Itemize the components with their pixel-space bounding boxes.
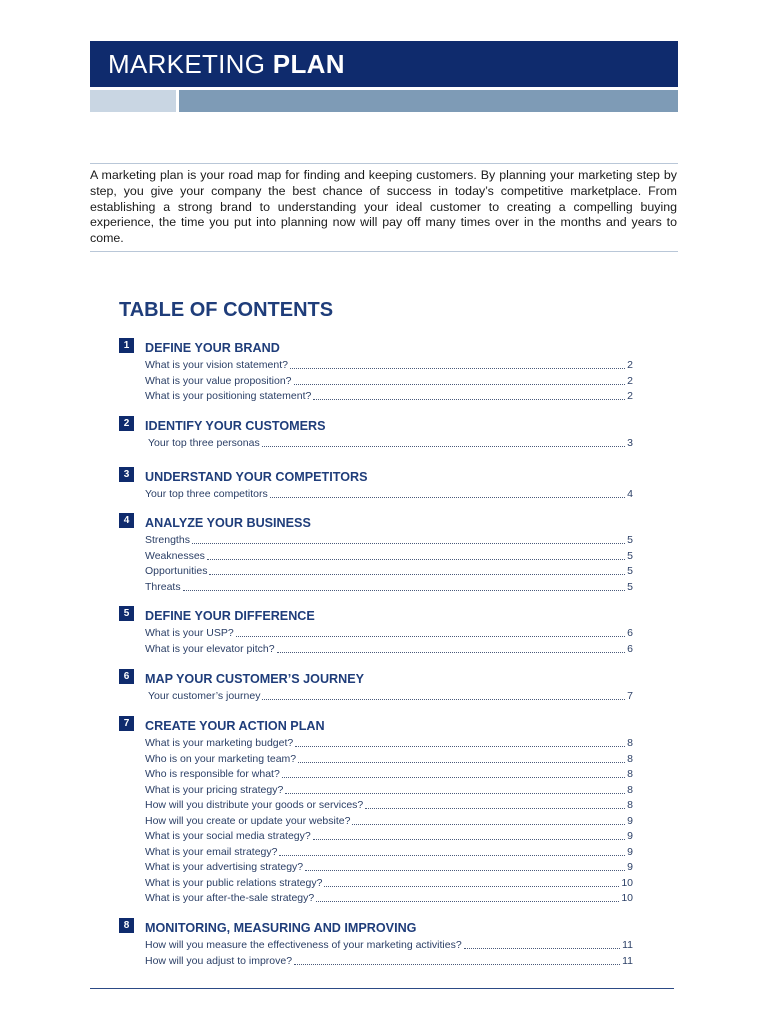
section-entries [145, 689, 633, 705]
dot-leader [262, 436, 625, 447]
toc-entry-page-number: 5 [627, 580, 633, 593]
toc-entry[interactable] [145, 860, 633, 876]
dot-leader [209, 564, 625, 575]
toc-entry-page-number: 8 [627, 799, 633, 811]
toc-entry[interactable] [145, 642, 633, 658]
dot-leader [290, 358, 625, 369]
toc-entry-page-number: 11 [622, 939, 633, 951]
toc-entry-page-number: 2 [627, 359, 633, 371]
toc-entry-page-number: 6 [627, 627, 633, 639]
toc-entry-label: How will you distribute your goods or services? [145, 799, 364, 811]
toc-entry-label: What is your advertising strategy? [145, 861, 304, 873]
toc-entry-label: What is your marketing budget? [145, 737, 294, 749]
dot-leader [313, 829, 625, 840]
toc-entry-page-number: 9 [627, 861, 633, 873]
section-entries [145, 626, 633, 657]
section-number-badge: 1 [119, 338, 134, 353]
section-entries [145, 938, 633, 969]
toc-entry-label: What is your after-the-sale strategy? [145, 892, 315, 904]
toc-entry-page-number: 5 [627, 549, 633, 562]
toc-entry-page-number: 5 [627, 534, 633, 546]
toc-entry-page-number: 9 [627, 830, 633, 842]
toc-entry-label: What is your email strategy? [145, 845, 278, 858]
toc-entry-label: What is your USP? [145, 627, 234, 639]
toc-entry[interactable] [145, 954, 633, 970]
toc-entry[interactable] [145, 389, 633, 405]
toc-entry-label: Who is on your marketing team? [145, 752, 297, 765]
toc-entry-page-number: 8 [627, 768, 633, 780]
toc-entry-page-number: 10 [621, 892, 633, 904]
toc-entry[interactable] [145, 876, 633, 892]
header-accent-block-left [90, 90, 176, 112]
toc-entry[interactable] [145, 549, 633, 565]
toc-entry[interactable] [145, 891, 633, 907]
section-title[interactable]: UNDERSTAND YOUR COMPETITORS [145, 470, 368, 484]
toc-entry-label: How will you measure the effectiveness of your marketing activities? [145, 939, 462, 951]
dot-leader [294, 954, 620, 965]
section-title[interactable]: MONITORING, MEASURING AND IMPROVING [145, 921, 417, 935]
section-title[interactable]: DEFINE YOUR BRAND [145, 341, 280, 355]
document-title [108, 41, 678, 87]
dot-leader [183, 580, 626, 591]
toc-entry-page-number: 3 [627, 437, 633, 449]
toc-heading: TABLE OF CONTENTS [119, 299, 334, 321]
section-number-badge: 2 [119, 416, 134, 431]
dot-leader [236, 626, 625, 637]
section-entries [145, 358, 633, 405]
toc-entry[interactable] [145, 829, 633, 845]
toc-entry-label: How will you adjust to improve? [145, 954, 293, 967]
toc-entry-label: What is your social media strategy? [145, 830, 311, 842]
toc-entry[interactable] [145, 752, 633, 768]
toc-entry-label: Your top three personas [148, 437, 260, 449]
dot-leader [279, 845, 625, 856]
toc-entry-label: Weaknesses [145, 549, 205, 562]
dot-leader [324, 876, 619, 887]
dot-leader [282, 767, 625, 778]
dot-leader [305, 860, 625, 871]
section-entries [145, 487, 633, 503]
intro-paragraph: A marketing plan is your road map for finding and keeping customers. By planning your marketing step by step, you give your company the best chance of success in today’s competitive marketplace. From establishing a strong brand to understanding your ideal customer to creating a compelling buying experience, the time you put into planning now will pay off many times over in the months and years to come. [90, 168, 677, 246]
dot-leader [313, 389, 625, 400]
section-number-badge: 3 [119, 467, 134, 482]
toc-entry-label: Your customer’s journey [148, 690, 261, 702]
dot-leader [277, 642, 626, 653]
title-light: MARKETING [108, 49, 273, 79]
section-title[interactable]: CREATE YOUR ACTION PLAN [145, 719, 325, 733]
section-number-badge: 6 [119, 669, 134, 684]
intro-divider-bottom [90, 251, 678, 252]
toc-entry[interactable] [145, 564, 633, 580]
toc-entry-label: Who is responsible for what? [145, 768, 280, 780]
toc-entry[interactable] [145, 580, 633, 596]
section-title[interactable]: DEFINE YOUR DIFFERENCE [145, 609, 315, 623]
toc-entry[interactable] [145, 814, 633, 830]
toc-entry-label: How will you create or update your website? [145, 814, 351, 827]
section-number-badge: 7 [119, 716, 134, 731]
toc-entry-label: Your top three competitors [145, 488, 268, 500]
toc-entry[interactable] [145, 689, 633, 705]
toc-entry[interactable] [145, 736, 633, 752]
toc-entry-label: Opportunities [145, 565, 208, 577]
toc-entry-page-number: 2 [627, 390, 633, 402]
toc-entry-page-number: 11 [622, 954, 633, 967]
toc-entry-label: What is your elevator pitch? [145, 642, 275, 655]
header-accent-block-right [179, 90, 678, 112]
toc-entry[interactable] [145, 358, 633, 374]
title-bold: PLAN [272, 49, 345, 79]
dot-leader [270, 487, 625, 498]
toc-entry-page-number: 5 [627, 565, 633, 577]
toc-entry-page-number: 9 [627, 814, 633, 827]
section-title[interactable]: IDENTIFY YOUR CUSTOMERS [145, 419, 326, 433]
toc-entry-page-number: 2 [627, 374, 633, 387]
dot-leader [295, 736, 625, 747]
dot-leader [285, 783, 625, 794]
dot-leader [365, 798, 625, 809]
dot-leader [298, 752, 625, 763]
section-entries [145, 533, 633, 595]
toc-entry[interactable] [145, 767, 633, 783]
dot-leader [464, 938, 620, 949]
section-title[interactable]: ANALYZE YOUR BUSINESS [145, 516, 311, 530]
intro-divider-top [90, 163, 678, 164]
dot-leader [207, 549, 625, 560]
toc-entry[interactable] [145, 798, 633, 814]
toc-entry-page-number: 8 [627, 752, 633, 765]
section-number-badge: 8 [119, 918, 134, 933]
dot-leader [192, 533, 625, 544]
toc-entry-page-number: 9 [627, 845, 633, 858]
dot-leader [262, 689, 625, 700]
toc-entry-label: What is your vision statement? [145, 359, 288, 371]
toc-entry-label: What is your value proposition? [145, 374, 292, 387]
toc-entry[interactable] [145, 938, 633, 954]
toc-entry-page-number: 7 [627, 690, 633, 702]
toc-entry[interactable] [145, 533, 633, 549]
toc-entry[interactable] [145, 845, 633, 861]
toc-entry-label: What is your pricing strategy? [145, 783, 284, 796]
toc-entry[interactable] [145, 626, 633, 642]
toc-entry[interactable] [145, 487, 633, 503]
section-number-badge: 4 [119, 513, 134, 528]
footer-divider [90, 988, 674, 989]
toc-entry-page-number: 4 [627, 488, 633, 500]
toc-entry-label: Strengths [145, 534, 190, 546]
section-entries [145, 736, 633, 907]
section-number-badge: 5 [119, 606, 134, 621]
toc-entry-label: What is your public relations strategy? [145, 876, 323, 889]
toc-entry-page-number: 10 [621, 876, 633, 889]
toc-entry-label: Threats [145, 580, 181, 593]
toc-entry[interactable] [145, 436, 633, 452]
document-title-bar [90, 41, 678, 87]
toc-entry-page-number: 8 [627, 737, 633, 749]
toc-entry[interactable] [145, 783, 633, 799]
dot-leader [294, 374, 626, 385]
section-entries [145, 436, 633, 452]
section-title[interactable]: MAP YOUR CUSTOMER’S JOURNEY [145, 672, 365, 686]
toc-entry-page-number: 6 [627, 642, 633, 655]
toc-entry-page-number: 8 [627, 783, 633, 796]
dot-leader [316, 891, 619, 902]
dot-leader [352, 814, 625, 825]
toc-entry[interactable] [145, 374, 633, 390]
toc-entry-label: What is your positioning statement? [145, 390, 312, 402]
